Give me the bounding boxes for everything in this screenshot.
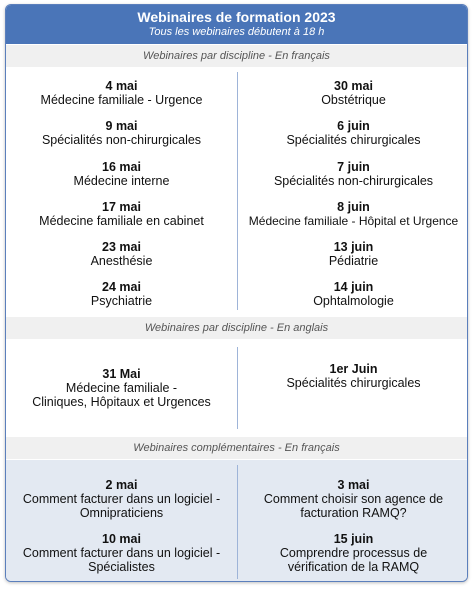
webinar-entry — [241, 200, 466, 228]
webinar-entry — [9, 280, 234, 308]
webinar-date: 23 mai — [102, 240, 141, 254]
webinar-entry — [241, 362, 466, 390]
webinar-entry — [9, 79, 234, 107]
webinar-entry — [9, 240, 234, 268]
webinar-topic-line: Comment choisir son agence de — [263, 492, 444, 506]
webinar-topic-line: Omnipraticiens — [79, 506, 164, 520]
webinar-entry — [241, 79, 466, 107]
column-divider — [237, 465, 238, 579]
webinar-topic-line: facturation RAMQ? — [300, 506, 407, 520]
webinar-date: 8 juin — [337, 200, 370, 214]
webinar-topic: Psychiatrie — [90, 294, 153, 308]
section-heading-french-discipline: Webinaires par discipline - En français — [6, 45, 467, 67]
webinar-date: 14 juin — [333, 280, 374, 294]
column-divider — [237, 72, 238, 310]
webinar-date: 7 juin — [337, 160, 370, 174]
webinar-date: 6 juin — [337, 119, 370, 133]
column-divider — [237, 347, 238, 429]
webinar-topic-line: Médecine familiale - — [65, 381, 178, 395]
webinar-date: 15 juin — [333, 532, 374, 546]
schedule-title: Webinaires de formation 2023 — [137, 9, 336, 25]
webinar-entry — [9, 200, 234, 228]
webinar-topic-line: Cliniques, Hôpitaux et Urgences — [32, 395, 211, 409]
webinar-schedule-card — [5, 4, 468, 582]
webinar-topic-line: Comment facturer dans un logiciel - — [22, 492, 221, 506]
webinar-topic: Médecine familiale - Hôpital et Urgence — [248, 214, 459, 228]
webinar-entry — [241, 478, 466, 520]
webinar-topic: Spécialités chirurgicales — [286, 133, 421, 147]
webinar-topic: Obstétrique — [321, 93, 386, 107]
webinar-date: 10 mai — [102, 532, 141, 546]
webinar-date: 24 mai — [102, 280, 141, 294]
webinar-date: 13 juin — [333, 240, 374, 254]
webinar-date: 4 mai — [105, 79, 138, 93]
webinar-date: 30 mai — [334, 79, 373, 93]
webinar-topic-line: Comprendre processus de — [279, 546, 428, 560]
webinar-topic: Spécialités non-chirurgicales — [41, 133, 202, 147]
webinar-entry — [241, 532, 466, 574]
webinar-topic: Ophtalmologie — [313, 294, 394, 308]
webinar-date: 9 mai — [105, 119, 138, 133]
webinar-date: 3 mai — [337, 478, 370, 492]
webinar-topic: Médecine interne — [73, 174, 170, 188]
webinar-topic: Anesthésie — [90, 254, 153, 268]
webinar-date: 2 mai — [105, 478, 138, 492]
webinar-date: 17 mai — [102, 200, 141, 214]
webinar-entry — [241, 160, 466, 188]
webinar-entry — [241, 119, 466, 147]
webinar-topic-line: Comment facturer dans un logiciel - — [22, 546, 221, 560]
section-heading-english-discipline: Webinaires par discipline - En anglais — [6, 317, 467, 339]
webinar-topic-line: Spécialistes — [88, 560, 155, 574]
webinar-date: 16 mai — [102, 160, 141, 174]
webinar-entry — [9, 532, 234, 574]
webinar-entry — [241, 240, 466, 268]
schedule-header — [6, 5, 467, 44]
webinar-topic-line: vérification de la RAMQ — [287, 560, 420, 574]
webinar-topic: Médecine familiale en cabinet — [39, 214, 204, 228]
webinar-topic: Spécialités non-chirurgicales — [273, 174, 434, 188]
webinar-entry — [9, 119, 234, 147]
webinar-entry — [241, 280, 466, 308]
webinar-topic: Pédiatrie — [328, 254, 379, 268]
webinar-entry — [9, 160, 234, 188]
webinar-topic: Spécialités chirurgicales — [286, 376, 421, 390]
webinar-entry — [9, 367, 234, 409]
webinar-topic: Médecine familiale - Urgence — [40, 93, 203, 107]
webinar-date: 1er Juin — [329, 362, 378, 376]
webinar-date: 31 Mai — [102, 367, 141, 381]
webinar-entry — [9, 478, 234, 520]
section-heading-complementary: Webinaires complémentaires - En français — [6, 437, 467, 459]
schedule-subtitle: Tous les webinaires débutent à 18 h — [148, 26, 325, 38]
